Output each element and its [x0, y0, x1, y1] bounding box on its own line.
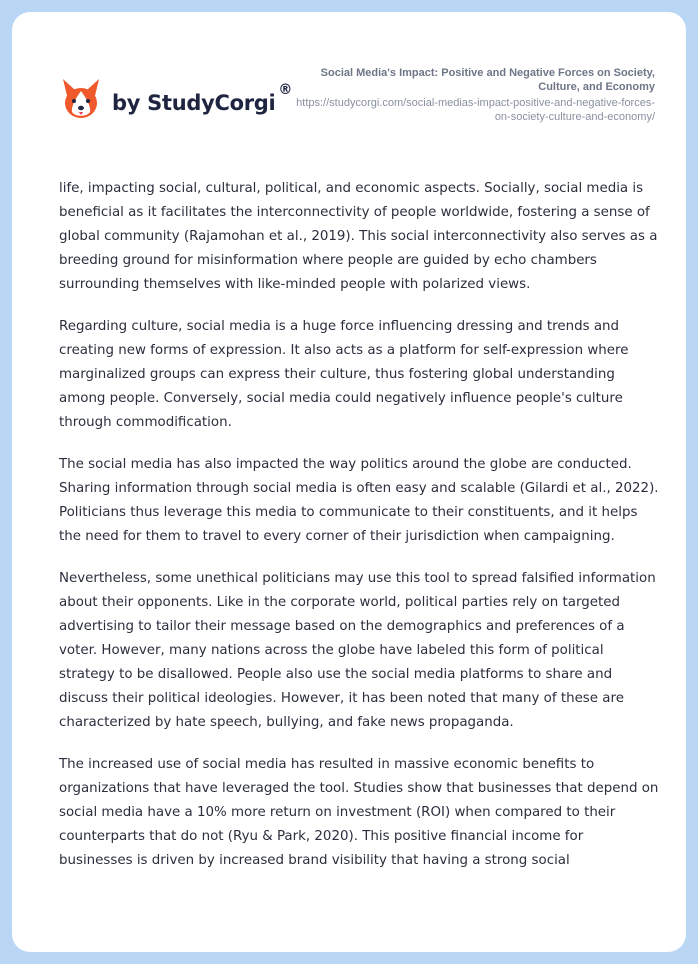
document-header [295, 66, 655, 124]
paragraph: Regarding culture, social media is a huge force influencing dressing and trends and creating new forms of expression. It also acts as a platform for self-expression where marginalized groups can express their culture, thus fostering global understanding among people. Conversely, social media could negatively influence people's culture through commodification. [59, 319, 629, 430]
registered-mark: ® [278, 82, 293, 98]
paragraph: life, impacting social, cultural, political, and economic aspects. Socially, social media is beneficial as it facilitates the interconnectivity of people worldwide, fostering a sense of global community (Rajamohan et al., 2019). This social interconnectivity also serves as a breeding ground for misinformation where people are guided by echo chambers surrounding themselves with like-minded people with polarized views. [59, 181, 658, 292]
document-url[interactable]: https://studycorgi.com/social-medias-impact-positive-and-negative-forces-on-society-culture-and-economy/ [296, 97, 655, 123]
document-title: Social Media's Impact: Positive and Negative Forces on Society, Culture, and Economy [320, 67, 655, 93]
paragraph: Nevertheless, some unethical politicians may use this tool to spread falsified information about their opponents. Like in the corporate world, political parties rely on targeted advertising to tailor their message based on the demographics and preferences of a voter. However, many nations across the globe have labeled this form of political strategy to be disallowed. People also use the social media platforms to share and discuss their political ideologies. However, it has been noted that many of these are characterized by hate speech, bullying, and fake news propaganda. [59, 571, 656, 730]
corgi-logo-icon [60, 76, 102, 122]
paragraph: The social media has also impacted the way politics around the globe are conducted. Sharing information through social media is often easy and scalable (Gilardi et al., 2022). Politicians thus leverage this media to communicate to their constituents, and it helps the need for them to travel to every corner of their jurisdiction when campaigning. [59, 457, 659, 544]
brand-name: by StudyCorgi [112, 91, 276, 115]
document-page [12, 12, 686, 952]
studycorgi-logo[interactable] [60, 76, 292, 122]
document-body [59, 177, 659, 891]
paragraph: The increased use of social media has resulted in massive economic benefits to organizations that have leveraged the tool. Studies show that businesses that depend on social media have a 10% more return on investment (ROI) when compared to their counterparts that do not (Ryu & Park, 2020). This positive financial income for businesses is driven by increased brand visibility that having a strong social [59, 757, 659, 868]
